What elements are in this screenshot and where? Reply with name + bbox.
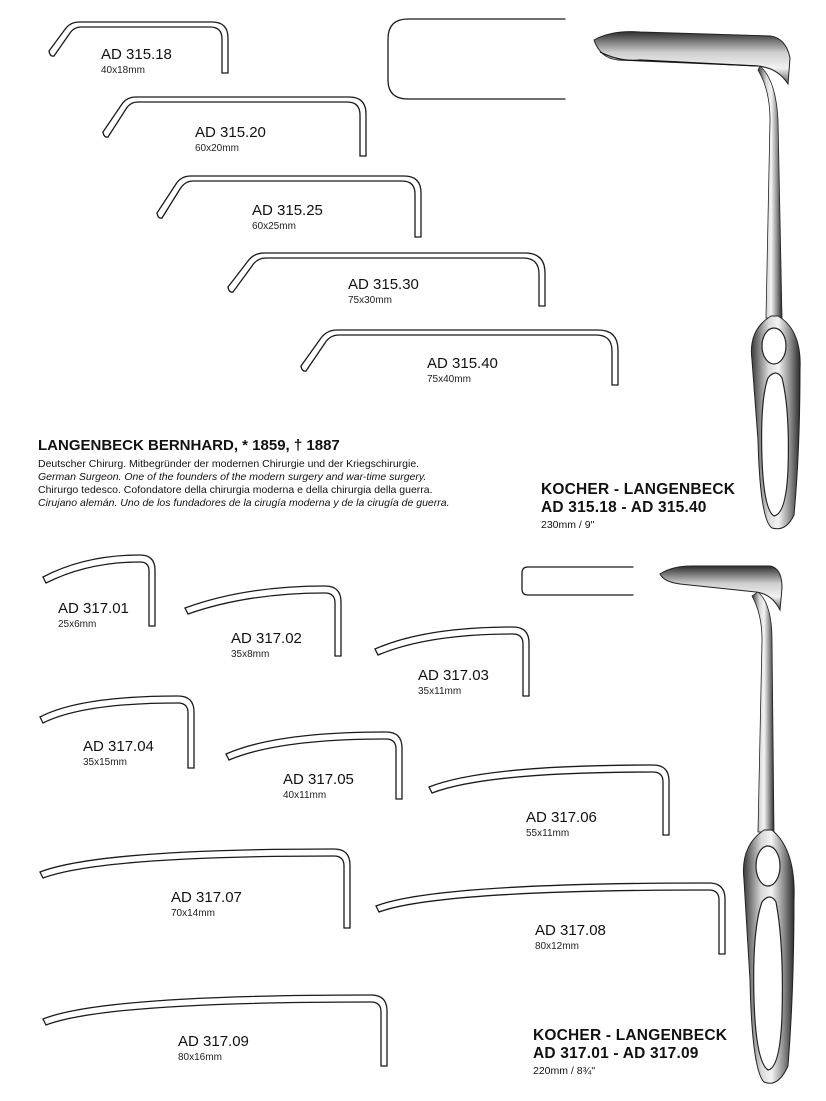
- blade-code: AD 315.20: [195, 124, 266, 141]
- blade-size: 35x8mm: [231, 649, 270, 660]
- blade-code: AD 315.25: [252, 202, 323, 219]
- product-range-top: AD 315.18 - AD 315.40: [541, 499, 707, 516]
- blade-code: AD 317.02: [231, 630, 302, 647]
- product-name-top: KOCHER - LANGENBECK: [541, 481, 736, 498]
- blade-profile-317-05: [226, 732, 402, 799]
- blade-size: 40x18mm: [101, 65, 145, 76]
- blade-size: 70x14mm: [171, 908, 215, 919]
- blade-size: 75x40mm: [427, 374, 471, 385]
- blade-code: AD 315.18: [101, 46, 172, 63]
- blade-size: 25x6mm: [58, 619, 97, 630]
- blade-code: AD 317.03: [418, 667, 489, 684]
- product-name-bottom: KOCHER - LANGENBECK: [533, 1027, 728, 1044]
- blade-code: AD 317.09: [178, 1033, 249, 1050]
- blade-size: 60x20mm: [195, 143, 239, 154]
- biography-de: Deutscher Chirurg. Mitbegründer der modernen Chirurgie und der Kriegschirurgie.: [38, 458, 420, 470]
- retractor-image-top: [594, 32, 800, 529]
- biography-title: LANGENBECK BERNHARD, * 1859, † 1887: [38, 437, 340, 454]
- blade-size: 35x11mm: [418, 686, 462, 697]
- blade-size: 55x11mm: [526, 828, 570, 839]
- biography-es: Cirujano alemán. Uno de los fundadores de la cirugía moderna y de la cirugía de guerra.: [38, 497, 450, 509]
- blade-code: AD 317.07: [171, 889, 242, 906]
- blade-front-view-bottom: [522, 567, 633, 595]
- blade-code: AD 317.04: [83, 738, 154, 755]
- blade-size: 80x16mm: [178, 1052, 222, 1063]
- blade-code: AD 317.08: [535, 922, 606, 939]
- blade-size: 80x12mm: [535, 941, 579, 952]
- blade-code: AD 317.06: [526, 809, 597, 826]
- biography-it: Chirurgo tedesco. Cofondatore della chirurgia moderna e della chirurgia della guerra.: [38, 484, 433, 496]
- blade-code: AD 317.01: [58, 600, 129, 617]
- retractor-image-bottom: [660, 566, 794, 1083]
- blade-size: 75x30mm: [348, 295, 392, 306]
- product-length-top: 230mm / 9": [541, 519, 595, 531]
- blade-code: AD 315.30: [348, 276, 419, 293]
- product-length-bottom: 220mm / 8¾": [533, 1065, 596, 1077]
- blade-size: 40x11mm: [283, 790, 327, 801]
- blade-size: 35x15mm: [83, 757, 127, 768]
- product-range-bottom: AD 317.01 - AD 317.09: [533, 1045, 699, 1062]
- biography-en: German Surgeon. One of the founders of the modern surgery and war-time surgery.: [38, 471, 427, 483]
- blade-code: AD 315.40: [427, 355, 498, 372]
- blade-code: AD 317.05: [283, 771, 354, 788]
- blade-size: 60x25mm: [252, 221, 296, 232]
- blade-front-view-top: [388, 19, 565, 99]
